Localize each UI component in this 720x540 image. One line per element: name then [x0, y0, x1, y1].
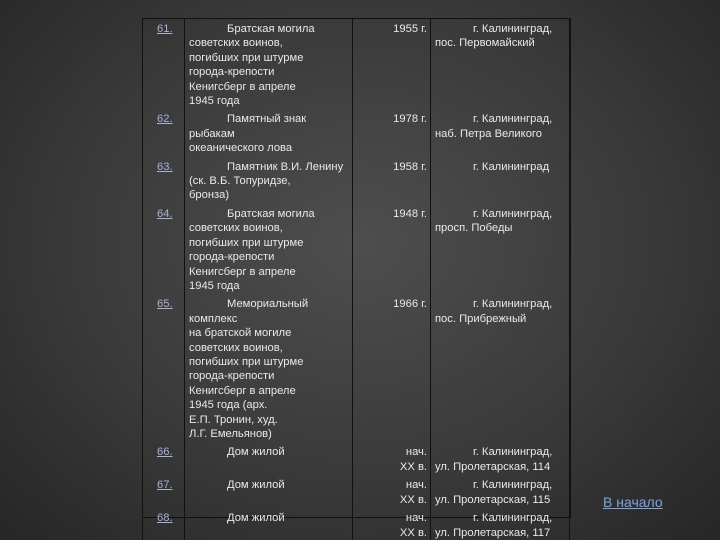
monuments-table	[142, 18, 570, 540]
table-row	[143, 507, 570, 540]
monument-address: г. Калининград, пос. Прибрежный	[431, 293, 570, 441]
monument-name: Мемориальный комплекс на братской могиле советских воинов, погибших при штурме города-крепости Кенигсберг в апреле 1945 года (арх. Е.П. Тронин, худ. Л.Г. Емельянов)	[185, 293, 353, 441]
table-row	[143, 156, 570, 203]
monument-date: нач. XX в.	[353, 474, 431, 507]
table-row	[143, 293, 570, 441]
monument-date: 1958 г.	[353, 156, 431, 203]
table-row	[143, 108, 570, 155]
monument-name: Братская могила советских воинов, погибших при штурме города-крепости Кенигсберг в апреле 1945 года	[185, 203, 353, 293]
monument-name: Братская могила советских воинов, погибших при штурме города-крепости Кенигсберг в апреле 1945 года	[185, 18, 353, 108]
row-number-link[interactable]: 68.	[157, 512, 173, 525]
back-to-start-link[interactable]: В начало	[603, 494, 663, 510]
monument-name: Дом жилой	[185, 507, 353, 540]
monument-address: г. Калининград, наб. Петра Великого	[431, 108, 570, 155]
monument-name: Памятник В.И. Ленину (ск. В.Б. Топуридзе, бронза)	[185, 156, 353, 203]
monument-date: нач. XX в.	[353, 441, 431, 474]
monument-name: Дом жилой	[185, 474, 353, 507]
row-number-link[interactable]: 66.	[157, 446, 173, 459]
monument-name: Памятный знак рыбакам океанического лова	[185, 108, 353, 155]
row-number-link[interactable]: 67.	[157, 479, 173, 492]
monument-address: г. Калининград, ул. Пролетарская, 114	[431, 441, 570, 474]
monument-date: нач. XX в.	[353, 507, 431, 540]
monument-date: 1978 г.	[353, 108, 431, 155]
monument-address: г. Калининград, просп. Победы	[431, 203, 570, 293]
monument-date: 1955 г.	[353, 18, 431, 108]
row-number-link[interactable]: 65.	[157, 298, 173, 311]
monument-address: г. Калининград	[431, 156, 570, 203]
row-number-link[interactable]: 64.	[157, 207, 173, 220]
monument-address: г. Калининград, пос. Первомайский	[431, 18, 570, 108]
row-number-link[interactable]: 62.	[157, 113, 173, 126]
monument-name: Дом жилой	[185, 441, 353, 474]
table-row	[143, 18, 570, 108]
table-row	[143, 474, 570, 507]
table-row	[143, 441, 570, 474]
row-number-link[interactable]: 63.	[157, 160, 173, 173]
monument-date: 1966 г.	[353, 293, 431, 441]
table-row	[143, 203, 570, 293]
monument-address: г. Калининград, ул. Пролетарская, 115	[431, 474, 570, 507]
monument-address: г. Калининград, ул. Пролетарская, 117	[431, 507, 570, 540]
row-number-link[interactable]: 61.	[157, 23, 173, 35]
monument-date: 1948 г.	[353, 203, 431, 293]
